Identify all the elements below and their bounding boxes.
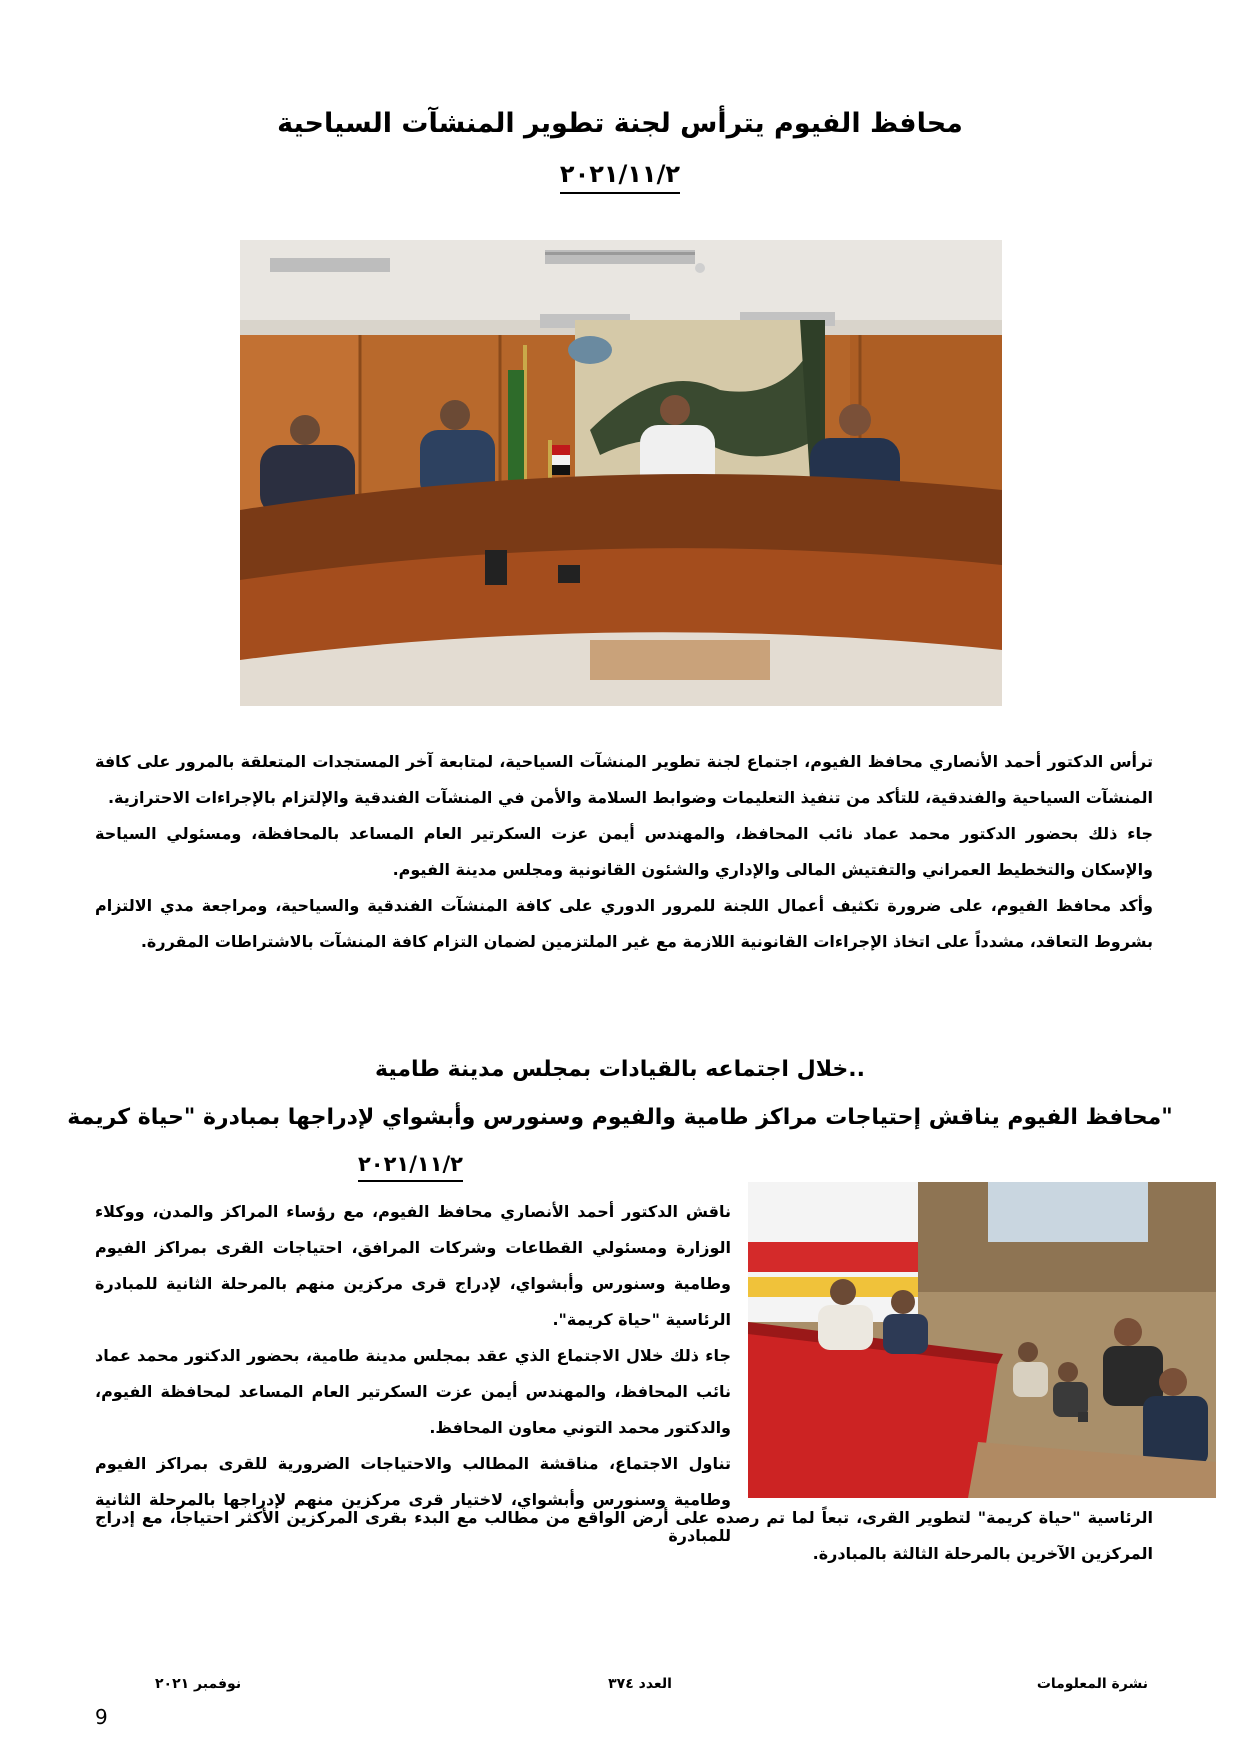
article1-paragraph: جاء ذلك بحضور الدكتور محمد عماد نائب المحافظ، والمهندس أيمن عزت السكرتير العام المساعد بالمحافظة، ومسئولي السياحة والإسكان والتخطيط العمراني والتفتيش المالى والإداري والشئون القانونية ومجلس مدينة الفيوم. <box>95 824 1153 879</box>
footer-month: نوفمبر ٢٠٢١ <box>155 1676 242 1692</box>
footer-publication: نشرة المعلومات <box>1036 1676 1148 1692</box>
article1-paragraph: وأكد محافظ الفيوم، على ضرورة تكثيف أعمال اللجنة للمرور الدوري على كافة المنشآت الفندقية والسياحية، ومراجعة مدي الالتزام بشروط التعاقد، مشدداً على اتخاذ الإجراءات القانونية اللازمة مع غير الملتزمين لضمان التزام كافة المنشآت بالاشتراطات المقررة. <box>95 896 1153 951</box>
article2-date: ٢٠٢١/١١/٢ <box>358 1152 463 1182</box>
article1-paragraph: ترأس الدكتور أحمد الأنصاري محافظ الفيوم، اجتماع لجنة تطوير المنشآت السياحية، لمتابعة آخر المستجدات المتعلقة بالمرور على كافة المنشآت السياحية والفندقية، للتأكد من تنفيذ التعليمات وضوابط السلامة والأمن في المنشآت الفندقية والإلتزام بالإجراءات الاحترازية. <box>95 752 1153 807</box>
page-number: 9 <box>95 1705 108 1729</box>
article2-kicker: خلال اجتماعه بالقيادات بمجلس مدينة طامية.. <box>375 1057 865 1082</box>
article2-title: محافظ الفيوم يناقش إحتياجات مراكز طامية والفيوم وسنورس وأبشواي لإدراجها بمبادرة "حياة كريمة" <box>67 1105 1173 1130</box>
article1-title: محافظ الفيوم يترأس لجنة تطوير المنشآت السياحية <box>277 108 963 139</box>
meeting-photo-tourism-committee <box>240 240 1002 706</box>
article1-date: ٢٠٢١/١١/٢ <box>560 160 680 194</box>
article2-paragraph: تناول الاجتماع، مناقشة المطالب والاحتياجات الضرورية للقرى بمراكز الفيوم وطامية وسنورس وأبشواي، لاختيار قرى مركزين منهم لإدراجها بالمرحلة الثانية للمبادرة <box>95 1454 731 1545</box>
article2-paragraph: ناقش الدكتور أحمد الأنصاري محافظ الفيوم، مع رؤساء المراكز والمدن، ووكلاء الوزارة ومسئولي القطاعات وشركات المرافق، احتياجات القرى بمراكز الفيوم وطامية وسنورس وأبشواي، لإدراج قرى مركزين منهم بالمرحلة الثانية للمبادرة الرئاسية "حياة كريمة". <box>95 1202 731 1329</box>
article2-paragraph: جاء ذلك خلال الاجتماع الذي عقد بمجلس مدينة طامية، بحضور الدكتور محمد عماد نائب المحافظ، والمهندس أيمن عزت السكرتير العام المساعد لمحافظة الفيوم، والدكتور محمد التوني معاون المحافظ. <box>95 1346 731 1437</box>
article1-body <box>95 744 1153 960</box>
article2-full-body: الرئاسية "حياة كريمة" لتطوير القرى، تبعاً لما تم رصده على أرض الواقع من مطالب مع البدء بقرى المركزين الأكثر احتياجاً، مع إدراج المركزين الآخرين بالمرحلة الثالثة بالمبادرة. <box>95 1508 1153 1563</box>
meeting-photo-tamia-council <box>748 1182 1216 1498</box>
footer-issue: العدد ٣٧٤ <box>608 1676 672 1692</box>
